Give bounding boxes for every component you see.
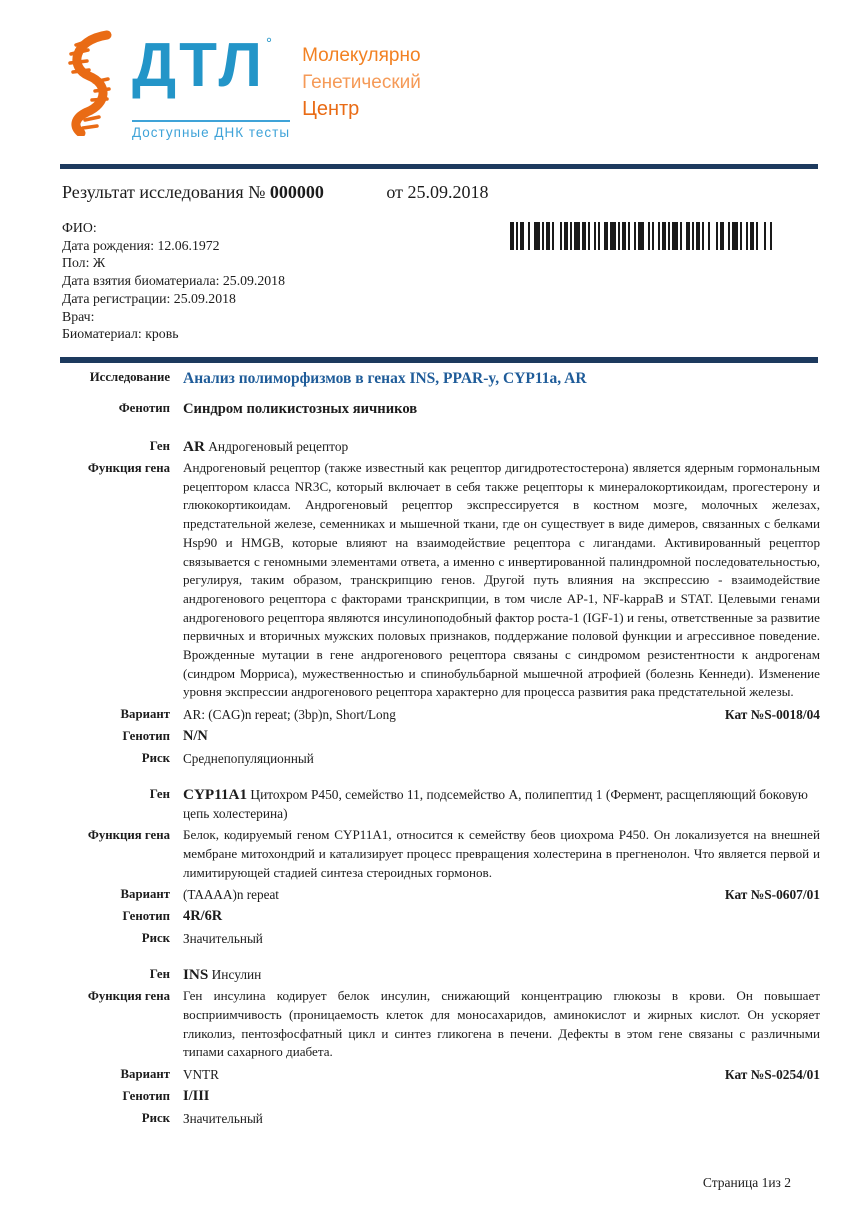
- logo-name-line-2: Генетический: [302, 72, 421, 93]
- logo-acronym: ДТЛ°: [132, 31, 275, 100]
- patient-line-registration-date: Дата регистрации: 25.09.2018: [62, 290, 236, 306]
- variant-label: Вариант: [120, 707, 170, 722]
- report-title: [62, 182, 489, 203]
- page-footer: Страница 1из 2: [702, 1175, 791, 1190]
- gene-name: Инсулин: [211, 967, 262, 983]
- cat-number: Кат №S-0607/01: [724, 887, 820, 903]
- variant-label: Вариант: [120, 1067, 170, 1082]
- variant-value: AR: (CAG)n repeat; (3bp)n, Short/Long: [183, 707, 396, 723]
- gene-function-label: Функция гена: [87, 461, 170, 475]
- patient-info: [62, 219, 285, 343]
- patient-line-sex: Пол: Ж: [62, 255, 106, 271]
- risk-label: Риск: [141, 1111, 170, 1126]
- report-number: 000000: [269, 182, 324, 202]
- variant-label: Вариант: [120, 887, 170, 902]
- risk-value: Значительный: [183, 931, 263, 947]
- genotype-value: I/III: [183, 1088, 210, 1105]
- registered-mark: °: [266, 35, 275, 52]
- genotype-label: Генотип: [122, 909, 170, 924]
- patient-line-fio: ФИО:: [62, 220, 97, 235]
- phenotype-label: Фенотип: [118, 401, 170, 415]
- barcode: [510, 222, 792, 250]
- patient-line-birthdate: Дата рождения: 12.06.1972: [62, 237, 220, 253]
- logo-name-line-3: Центр: [302, 98, 360, 120]
- risk-label: Риск: [141, 931, 170, 946]
- gene-symbol: INS: [183, 966, 209, 984]
- logo-tagline: Доступные ДНК тесты: [132, 120, 290, 140]
- divider-rule-study: [60, 357, 818, 363]
- variant-value: (TAAAA)n repeat: [183, 887, 279, 903]
- gene-function-text: Андрогеновый рецептор (также известный как рецептор дигидротестостерона) является ядерным гормональным рецептором класса NR3C, который включает в себя также рецепторы к минералокортикоидам, прогестерону и глюкокортикоидам. Андрогеновый рецептор экспрессируется в костном мозге, молочных железах, предстательной железе, семенниках и мышечной ткани, где он существует в виде димеров, связанных с белками Hsp90 и HMGB, которые влияют на взаимодействие рецептора с лигандами. Активированный рецептор связывается с геномными элементами ответа, а именно с инвертированной палиндромной последовательностью, регулируя, таким образом, транскрипцию генов. Другой путь влияния на экспрессию - взаимодействие андрогенового рецептора с факторами транскрипции, в том числе AP-1, NF-kappaB и STAT. Целевыми генами андрогенового рецептора являются инсулиноподобный фактор роста-1 (IGF-1) и гены, ответственные за развитие первичных и вторичных мужских половых признаков, поддержание половой функции и агрессивное поведение. Врожденные мутации в гене андрогенового рецептора связаны с синдромом резистентности к андрогенам (синдром Морриса), мужественностью и спинобульбарной мышечной атрофией (болезнь Кеннеди). Изменение уровня экспрессии андрогенового рецептора характерно для процесса развития рака предстательной железы.: [183, 460, 820, 700]
- genotype-label: Генотип: [122, 1089, 170, 1104]
- study-label: Исследование: [89, 370, 170, 384]
- patient-line-biomaterial: Биоматериал: кровь: [62, 326, 179, 342]
- gene-name: Андрогеновый рецептор: [208, 439, 349, 454]
- report-date: от 25.09.2018: [386, 182, 489, 202]
- dna-helix-icon: [60, 30, 126, 136]
- gene-label: Ген: [149, 967, 170, 982]
- gene-function-label: Функция гена: [87, 989, 170, 1004]
- divider-rule-top: [60, 164, 818, 169]
- genotype-label: Генотип: [122, 729, 170, 744]
- gene-section-cyp11a1: [60, 785, 820, 948]
- logo-center-name: [302, 42, 421, 123]
- gene-symbol: CYP11A1: [183, 786, 248, 804]
- report-body: [60, 368, 820, 1131]
- phenotype-value: Синдром поликистозных яичников: [183, 401, 418, 417]
- logo: [60, 30, 421, 140]
- patient-line-doctor: Врач:: [62, 308, 95, 324]
- gene-label: Ген: [149, 439, 170, 453]
- gene-function-text: Ген инсулина кодирует белок инсулин, снижающий концентрацию глюкозы в крови. Он повышает восприимчивость (проницаемость клеток для моносахаридов, аминокислот и жирных кислот. Он ускоряет гликолиз, пентозфосфатный цикл и синтез гликогена в печени. Дефекты в этом гене связаны с различными типами сахарного диабета.: [183, 988, 820, 1060]
- gene-label: Ген: [149, 787, 170, 802]
- genotype-value: 4R/6R: [183, 908, 223, 925]
- cat-number: Кат №S-0018/04: [724, 707, 820, 723]
- risk-label: Риск: [141, 751, 170, 766]
- risk-value: Среднепопуляционный: [183, 751, 314, 767]
- gene-symbol: AR: [183, 438, 205, 455]
- patient-line-sample-date: Дата взятия биоматериала: 25.09.2018: [62, 273, 285, 289]
- gene-name: Цитохром P450, семейство 11, подсемейство A, полипептид 1 (Фермент, расщепляющий боковую цепь холестерина): [183, 787, 808, 822]
- gene-section-ar: [60, 437, 820, 768]
- report-title-prefix: Результат исследования №: [62, 182, 266, 202]
- cat-number: Кат №S-0254/01: [724, 1067, 820, 1083]
- gene-section-ins: [60, 965, 820, 1128]
- gene-function-label: Функция гена: [87, 828, 170, 843]
- study-title: Анализ полиморфизмов в генах INS, PPAR-y, CYP11a, AR: [183, 370, 587, 387]
- risk-value: Значительный: [183, 1111, 263, 1127]
- genotype-value: N/N: [183, 728, 208, 745]
- logo-name-line-1: Молекулярно: [302, 45, 421, 66]
- variant-value: VNTR: [183, 1067, 219, 1083]
- gene-function-text: Белок, кодируемый геном CYP11A1, относится к семейству беов циохрома Р450. Он локализуется на внешней мембране митохондрий и катализирует процесс превращения холестерина в прегненолон. Что является первой и лимитирующей стадией синтеза стероидных гормонов.: [183, 827, 820, 880]
